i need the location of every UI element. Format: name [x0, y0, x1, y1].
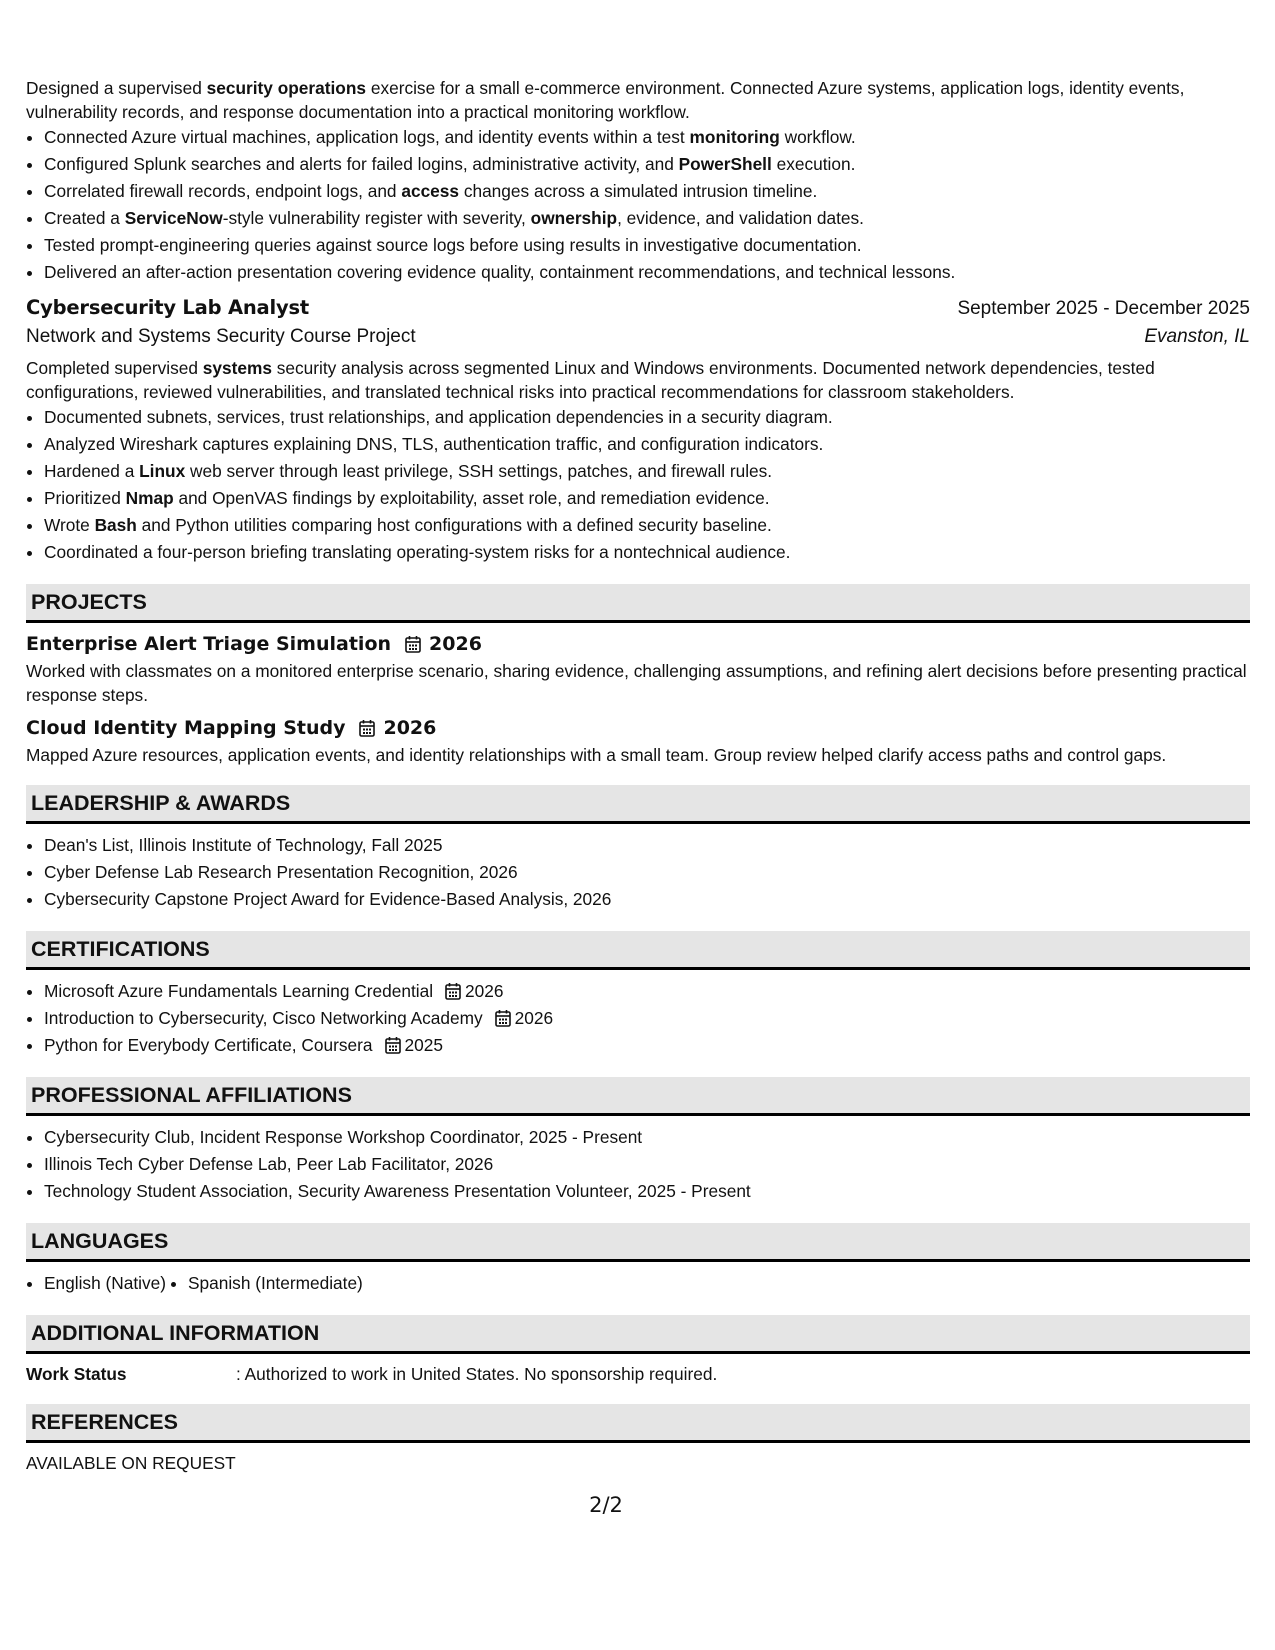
page-number: 2/2 — [589, 1493, 623, 1517]
experience-bullet: • Analyzed Wireshark captures explaining DNS, TLS, authentication traffic, and configuration indicators. — [44, 431, 1250, 458]
certification-year: 2026 — [465, 981, 504, 1001]
work-status-value: : Authorized to work in United States. No sponsorship required. — [236, 1364, 718, 1384]
project-title: Cloud Identity Mapping Study — [26, 717, 346, 739]
language-item: • Spanish (Intermediate) — [188, 1270, 363, 1297]
leadership-item: • Dean's List, Illinois Institute of Technology, Fall 2025 — [44, 832, 1250, 859]
experience-summary: Completed supervised systems security analysis across segmented Linux and Windows environments. Documented network dependencies, tested configurations, reviewed vulnerabilities, and translated technical risks into practical recommendations for classroom stakeholders. — [26, 358, 1155, 402]
affiliation-item: • Technology Student Association, Security Awareness Presentation Volunteer, 2025 - Present — [44, 1178, 1250, 1205]
job-location: Evanston, IL — [1144, 326, 1250, 347]
experience-bullet: • Wrote Bash and Python utilities comparing host configurations with a defined security baseline. — [44, 512, 1250, 539]
job-subheader — [26, 326, 1250, 348]
calendar-icon — [495, 1008, 511, 1026]
certification-name: Introduction to Cybersecurity, Cisco Networking Academy — [44, 1008, 483, 1028]
calendar-icon — [359, 719, 375, 737]
project-year: 2026 — [383, 717, 437, 739]
certification-name: Python for Everybody Certificate, Coursera — [44, 1035, 373, 1055]
job-dates: September 2025 - December 2025 — [957, 298, 1250, 319]
experience-bullet: • Tested prompt-engineering queries against source logs before using results in investigative documentation. — [44, 232, 1250, 259]
experience-bullet: • Delivered an after-action presentation covering evidence quality, containment recommendations, and technical lessons. — [44, 259, 1250, 286]
work-status-label: Work Status — [26, 1364, 127, 1384]
section-heading-certifications: CERTIFICATIONS — [26, 931, 1250, 970]
calendar-icon — [385, 1035, 401, 1053]
language-item: • English (Native) — [44, 1270, 166, 1297]
certification-item — [44, 1032, 1250, 1059]
experience-bullet: • Hardened a Linux web server through least privilege, SSH settings, patches, and firewall rules. — [44, 458, 1250, 485]
project-description: Mapped Azure resources, application events, and identity relationships with a small team. Group review helped clarify access paths and control gaps. — [26, 745, 1167, 765]
project-title-row — [26, 633, 1250, 655]
certification-name: Microsoft Azure Fundamentals Learning Credential — [44, 981, 434, 1001]
calendar-icon — [445, 981, 461, 999]
affiliation-list — [26, 1124, 1250, 1205]
experience-summary: Designed a supervised security operations exercise for a small e-commerce environment. Connected Azure systems, application logs, identity events, vulnerability records, and response documentation into a practical monitoring workflow. — [26, 78, 1185, 122]
job-title: Cybersecurity Lab Analyst — [26, 296, 310, 319]
leadership-item: • Cyber Defense Lab Research Presentation Recognition, 2026 — [44, 859, 1250, 886]
certification-year: 2026 — [514, 1008, 554, 1028]
section-heading-additional: ADDITIONAL INFORMATION — [26, 1315, 1250, 1354]
references-text: AVAILABLE ON REQUEST — [26, 1453, 236, 1473]
experience-bullet: • Created a ServiceNow-style vulnerability register with severity, ownership, evidence, and validation dates. — [44, 205, 1250, 232]
affiliation-item: • Illinois Tech Cyber Defense Lab, Peer Lab Facilitator, 2026 — [44, 1151, 1250, 1178]
experience-bullet: • Correlated firewall records, endpoint logs, and access changes across a simulated intrusion timeline. — [44, 178, 1250, 205]
certification-year: 2025 — [404, 1035, 443, 1055]
experience-bullets — [26, 404, 1250, 566]
experience-bullets — [26, 124, 1250, 286]
project-title: Enterprise Alert Triage Simulation — [26, 633, 392, 655]
project-description: Worked with classmates on a monitored enterprise scenario, sharing evidence, challenging assumptions, and refining alert decisions before presenting practical response steps. — [26, 661, 1247, 705]
experience-bullet: • Prioritized Nmap and OpenVAS findings by exploitability, asset role, and remediation evidence. — [44, 485, 1250, 512]
affiliation-item: • Cybersecurity Club, Incident Response Workshop Coordinator, 2025 - Present — [44, 1124, 1250, 1151]
experience-bullet: • Connected Azure virtual machines, application logs, and identity events within a test monitoring workflow. — [44, 124, 1250, 151]
certification-list — [26, 978, 1250, 1059]
experience-bullet: • Documented subnets, services, trust relationships, and application dependencies in a security diagram. — [44, 404, 1250, 431]
leadership-list — [26, 832, 1250, 913]
experience-bullet: • Configured Splunk searches and alerts for failed logins, administrative activity, and PowerShell execution. — [44, 151, 1250, 178]
experience-bullet: • Coordinated a four-person briefing translating operating-system risks for a nontechnical audience. — [44, 539, 1250, 566]
language-list — [26, 1270, 1250, 1297]
certification-item — [44, 1005, 1250, 1032]
resume-page — [26, 76, 1250, 1475]
job-organization: Network and Systems Security Course Project — [26, 326, 416, 347]
leadership-item: • Cybersecurity Capstone Project Award for Evidence-Based Analysis, 2026 — [44, 886, 1250, 913]
section-heading-references: REFERENCES — [26, 1404, 1250, 1443]
section-heading-languages: LANGUAGES — [26, 1223, 1250, 1262]
project-year: 2026 — [429, 633, 482, 655]
certification-item — [44, 978, 1250, 1005]
section-heading-leadership: LEADERSHIP & AWARDS — [26, 785, 1250, 824]
work-status-row — [26, 1362, 1250, 1386]
section-heading-projects: PROJECTS — [26, 584, 1250, 623]
job-header — [26, 296, 1250, 320]
project-title-row — [26, 717, 1250, 739]
calendar-icon — [405, 635, 421, 653]
section-heading-affiliations: PROFESSIONAL AFFILIATIONS — [26, 1077, 1250, 1116]
